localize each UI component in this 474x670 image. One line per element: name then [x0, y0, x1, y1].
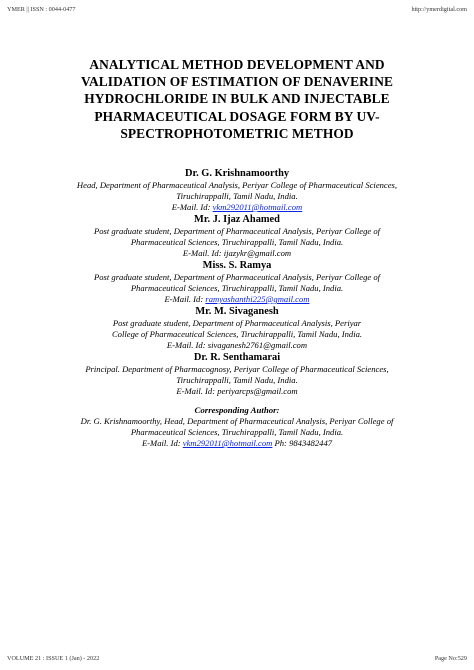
- author-affiliation: Post graduate student, Department of Pharmaceutical Analysis, Periyar College of Pharmaceutical Sciences, Tiruchirappalli, Tamil Nadu, India. E-Mail. Id: ijazykr@gmail.com: [24, 226, 450, 259]
- author-name: Dr. G. Krishnamoorthy: [184, 168, 290, 179]
- email-link[interactable]: vkm292011@hotmail.com: [212, 202, 303, 212]
- email-link[interactable]: ramyashanthi225@gmail.com: [205, 294, 310, 304]
- author-block: [24, 213, 450, 259]
- author-affiliation: Post graduate student, Department of Pharmaceutical Analysis, Periyar College of Pharmaceutical Sciences, Tiruchirappalli, Tamil Nadu, India. E-Mail. Id: ramyashanthi225@gmail.com: [24, 272, 450, 305]
- corresponding-details: Dr. G. Krishnamoorthy, Head, Department of Pharmaceutical Analysis, Periyar College of Pharmaceutical Sciences, Tiruchirappalli, Tamil Nadu, India. E-Mail. Id: vkm292011@hotmail.com Ph: 9843482447: [24, 416, 450, 449]
- email-link[interactable]: vkm292011@hotmail.com: [182, 438, 273, 448]
- corresponding-author: [24, 405, 450, 449]
- author-block: [24, 351, 450, 397]
- author-email: E-Mail. Id: periyarcps@gmail.com: [176, 386, 298, 396]
- title-line: VALIDATION OF ESTIMATION OF DENAVERINE: [80, 74, 394, 90]
- email-text: periyarcps@gmail.com: [217, 386, 298, 396]
- author-block: [24, 259, 450, 305]
- email-text: ijazykr@gmail.com: [223, 248, 292, 258]
- volume-issue: VOLUME 21 : ISSUE 1 (Jan) - 2022: [7, 655, 100, 662]
- author-block: [24, 167, 450, 213]
- author-email: E-Mail. Id: sivaganesh2761@gmail.com: [166, 340, 308, 350]
- author-name: Miss. S. Ramya: [202, 260, 272, 271]
- phone-number: Ph: 9843482447: [272, 438, 333, 448]
- author-email: E-Mail. Id: ijazykr@gmail.com: [182, 248, 292, 258]
- title-line: HYDROCHLORIDE IN BULK AND INJECTABLE: [84, 91, 390, 107]
- title-line: SPECTROPHOTOMETRIC METHOD: [120, 125, 354, 141]
- title-line: PHARMACEUTICAL DOSAGE FORM BY UV-: [94, 108, 380, 124]
- journal-url[interactable]: http://ymerdigital.com: [411, 6, 467, 13]
- title-line: ANALYTICAL METHOD DEVELOPMENT AND: [89, 57, 385, 72]
- author-affiliation: Head, Department of Pharmaceutical Analysis, Periyar College of Pharmaceutical Sciences, Tiruchirappalli, Tamil Nadu, India. E-Mail. Id: vkm292011@hotmail.com: [24, 180, 450, 213]
- corresponding-heading: Corresponding Author:: [194, 405, 280, 415]
- journal-header: YMER || ISSN : 0044-0477: [7, 6, 76, 13]
- author-affiliation: Principal. Department of Pharmacognosy, Periyar College of Pharmaceutical Sciences, Tiruchirappalli, Tamil Nadu, India. E-Mail. Id: periyarcps@gmail.com: [24, 364, 450, 397]
- author-name: Dr. R. Senthamarai: [193, 352, 281, 363]
- author-name: Mr. M. Sivaganesh: [195, 306, 279, 317]
- author-block: [24, 305, 450, 351]
- corresponding-contact: E-Mail. Id: vkm292011@hotmail.com Ph: 9843482447: [141, 438, 333, 448]
- email-text: sivaganesh2761@gmail.com: [207, 340, 308, 350]
- author-email: E-Mail. Id: ramyashanthi225@gmail.com: [164, 294, 310, 304]
- page-number: Page No:529: [434, 655, 467, 662]
- author-affiliation: Post graduate student, Department of Pharmaceutical Analysis, Periyar College of Pharmaceutical Sciences, Tiruchirappalli, Tamil Nadu, India. E-Mail. Id: sivaganesh2761@gmail.com: [24, 318, 450, 351]
- author-name: Mr. J. Ijaz Ahamed: [194, 214, 280, 225]
- author-email: E-Mail. Id: vkm292011@hotmail.com: [171, 202, 303, 212]
- paper-title: [40, 56, 434, 142]
- author-list: [24, 167, 450, 449]
